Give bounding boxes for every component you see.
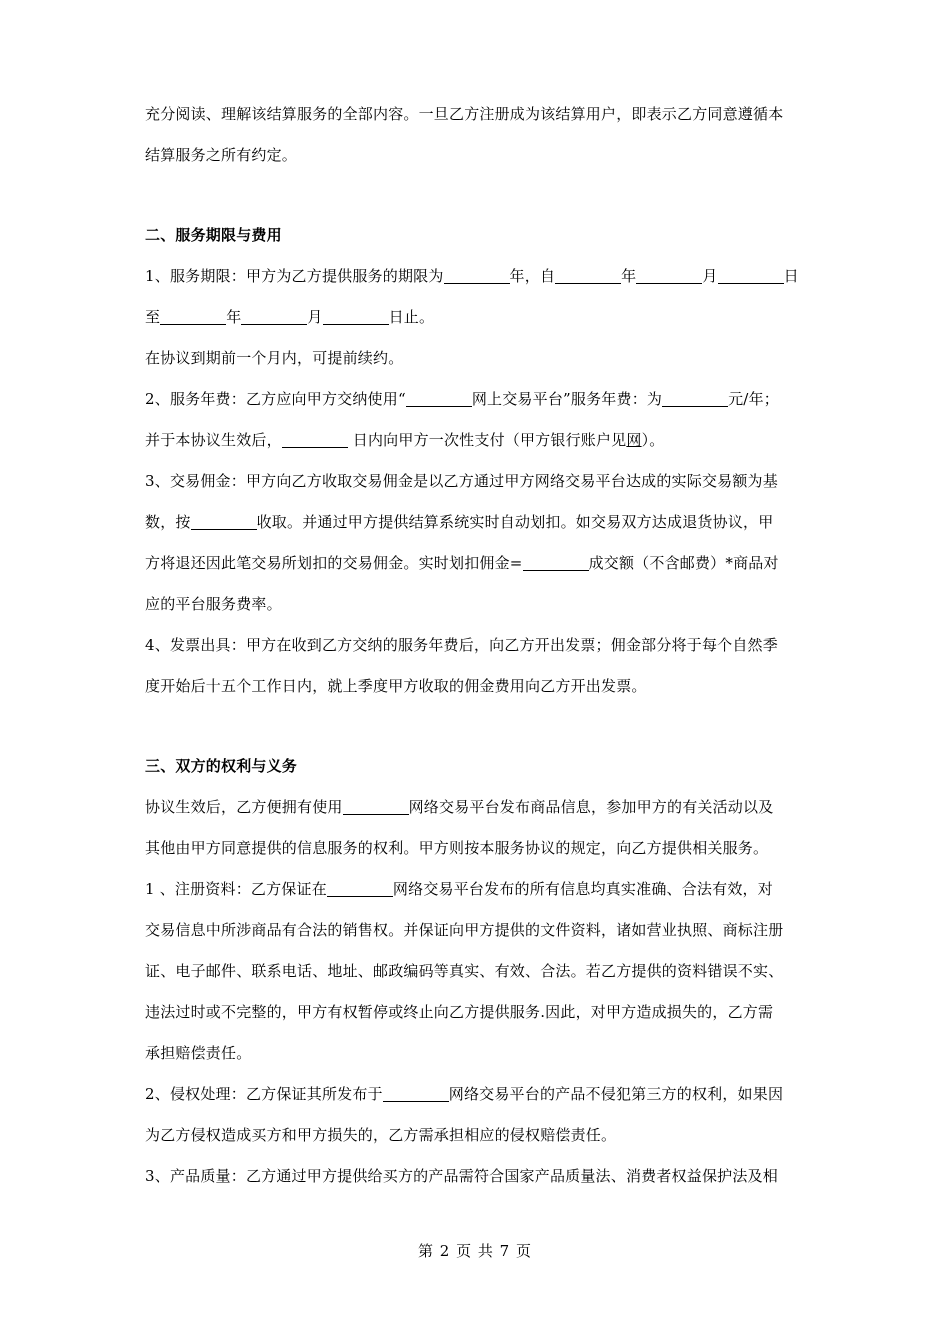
- text-segment: 数，按: [145, 513, 191, 531]
- registration-line-4: 违法过时或不完整的，甲方有权暂停或终止向乙方提供服务.因此，对甲方造成损失的，乙方需: [145, 1003, 774, 1021]
- text-segment: 月: [307, 308, 323, 326]
- text-segment: 年: [226, 308, 242, 326]
- section-spacer: [145, 176, 807, 215]
- text-segment: 日内向甲方一次性支付（甲方银行账户见: [347, 431, 627, 449]
- fill-blank: [160, 308, 226, 325]
- text-segment: 2、服务年费：乙方应向甲方交纳使用“: [145, 390, 406, 408]
- text-segment: 1、服务期限：甲方为乙方提供服务的期限为: [145, 267, 444, 285]
- text-segment: 至: [145, 308, 161, 326]
- text-segment: 网络交易平台发布的所有信息均真实准确、合法有效，对: [392, 880, 773, 898]
- text-segment: 年，自: [509, 267, 556, 285]
- rights-intro-line-2: 其他由甲方同意提供的信息服务的权利。甲方则按本服务协议的规定，向乙方提供相关服务。: [145, 839, 769, 857]
- intro-line-1: 充分阅读、理解该结算服务的全部内容。一旦乙方注册成为该结算用户，即表示乙方同意遵循本: [145, 105, 784, 123]
- text-segment: 并于本协议生效后，: [145, 431, 282, 449]
- fill-blank: [383, 1085, 449, 1102]
- intro-line-2: 结算服务之所有约定。: [145, 146, 298, 164]
- fill-blank: [555, 267, 621, 284]
- fill-blank: [444, 267, 510, 284]
- text-segment: 日: [783, 267, 799, 285]
- text-segment: 协议生效后，乙方便拥有使用: [145, 798, 343, 816]
- text-segment: ）。: [641, 431, 665, 449]
- text-segment: 网络交易平台的产品不侵犯第三方的权利，如果因: [448, 1085, 784, 1103]
- section-2-title: 二、服务期限与费用: [145, 226, 282, 244]
- text-segment: 月: [702, 267, 718, 285]
- service-term-line-2: [145, 297, 807, 338]
- commission-line-3: [145, 543, 807, 584]
- fill-blank: [523, 554, 589, 571]
- invoice-line-2: 度开始后十五个工作日内，就上季度甲方收取的佣金费用向乙方开出发票。: [145, 677, 647, 695]
- text-segment: 元/年；: [728, 390, 779, 408]
- fill-blank: [636, 267, 702, 284]
- text-segment: 方将退还因此笔交易所划扣的交易佣金。实时划扣佣金=: [145, 554, 523, 572]
- quality-line-1: 3、产品质量：乙方通过甲方提供给买方的产品需符合国家产品质量法、消费者权益保护法及相: [145, 1167, 778, 1185]
- renewal-line: 在协议到期前一个月内，可提前续约。: [145, 349, 404, 367]
- text-segment: 收取。并通过甲方提供结算系统实时自动划扣。如交易双方达成退货协议，甲: [256, 513, 774, 531]
- document-body: [145, 94, 807, 1197]
- annual-fee-line-2: [145, 420, 807, 461]
- invoice-line-1: 4、发票出具：甲方在收到乙方交纳的服务年费后，向乙方开出发票；佣金部分将于每个自然季: [145, 636, 778, 654]
- section-spacer: [145, 707, 807, 746]
- registration-line-1: [145, 869, 807, 910]
- infringement-line-1: [145, 1074, 807, 1115]
- rights-intro-line-1: [145, 787, 807, 828]
- fill-blank: [191, 513, 257, 530]
- fill-blank: [323, 308, 389, 325]
- page-number-footer: 第 2 页 共 7 页: [418, 1242, 532, 1260]
- annual-fee-line-1: [145, 379, 807, 420]
- text-segment: 成交额（不含邮费）*商品对: [588, 554, 779, 572]
- registration-line-3: 证、电子邮件、联系电话、地址、邮政编码等真实、有效、合法。若乙方提供的资料错误不实、: [145, 962, 784, 980]
- text-segment: 网上交易平台”服务年费：为: [471, 390, 663, 408]
- commission-line-1: 3、交易佣金：甲方向乙方收取交易佣金是以乙方通过甲方网络交易平台达成的实际交易额为基: [145, 472, 778, 490]
- registration-line-5: 承担赔偿责任。: [145, 1044, 252, 1062]
- section-3-title: 三、双方的权利与义务: [145, 757, 298, 775]
- text-segment: 1 、注册资料：乙方保证在: [145, 880, 327, 898]
- text-segment: 年: [621, 267, 637, 285]
- text-segment: 网络交易平台发布商品信息，参加甲方的有关活动以及: [408, 798, 774, 816]
- text-segment: 日止。: [388, 308, 435, 326]
- text-segment: 2、侵权处理：乙方保证其所发布于: [145, 1085, 383, 1103]
- fill-blank: [343, 798, 409, 815]
- fill-blank: [662, 390, 728, 407]
- fill-blank: [406, 390, 472, 407]
- service-term-line-1: [145, 256, 807, 297]
- fill-blank: [718, 267, 784, 284]
- underlined-text: 网: [626, 431, 642, 449]
- fill-blank: [241, 308, 307, 325]
- registration-line-2: 交易信息中所涉商品有合法的销售权。并保证向甲方提供的文件资料，诸如营业执照、商标注册: [145, 921, 784, 939]
- commission-line-4: 应的平台服务费率。: [145, 595, 282, 613]
- infringement-line-2: 为乙方侵权造成买方和甲方损失的，乙方需承担相应的侵权赔偿责任。: [145, 1126, 617, 1144]
- fill-blank: [327, 880, 393, 897]
- commission-line-2: [145, 502, 807, 543]
- fill-blank: [282, 431, 348, 448]
